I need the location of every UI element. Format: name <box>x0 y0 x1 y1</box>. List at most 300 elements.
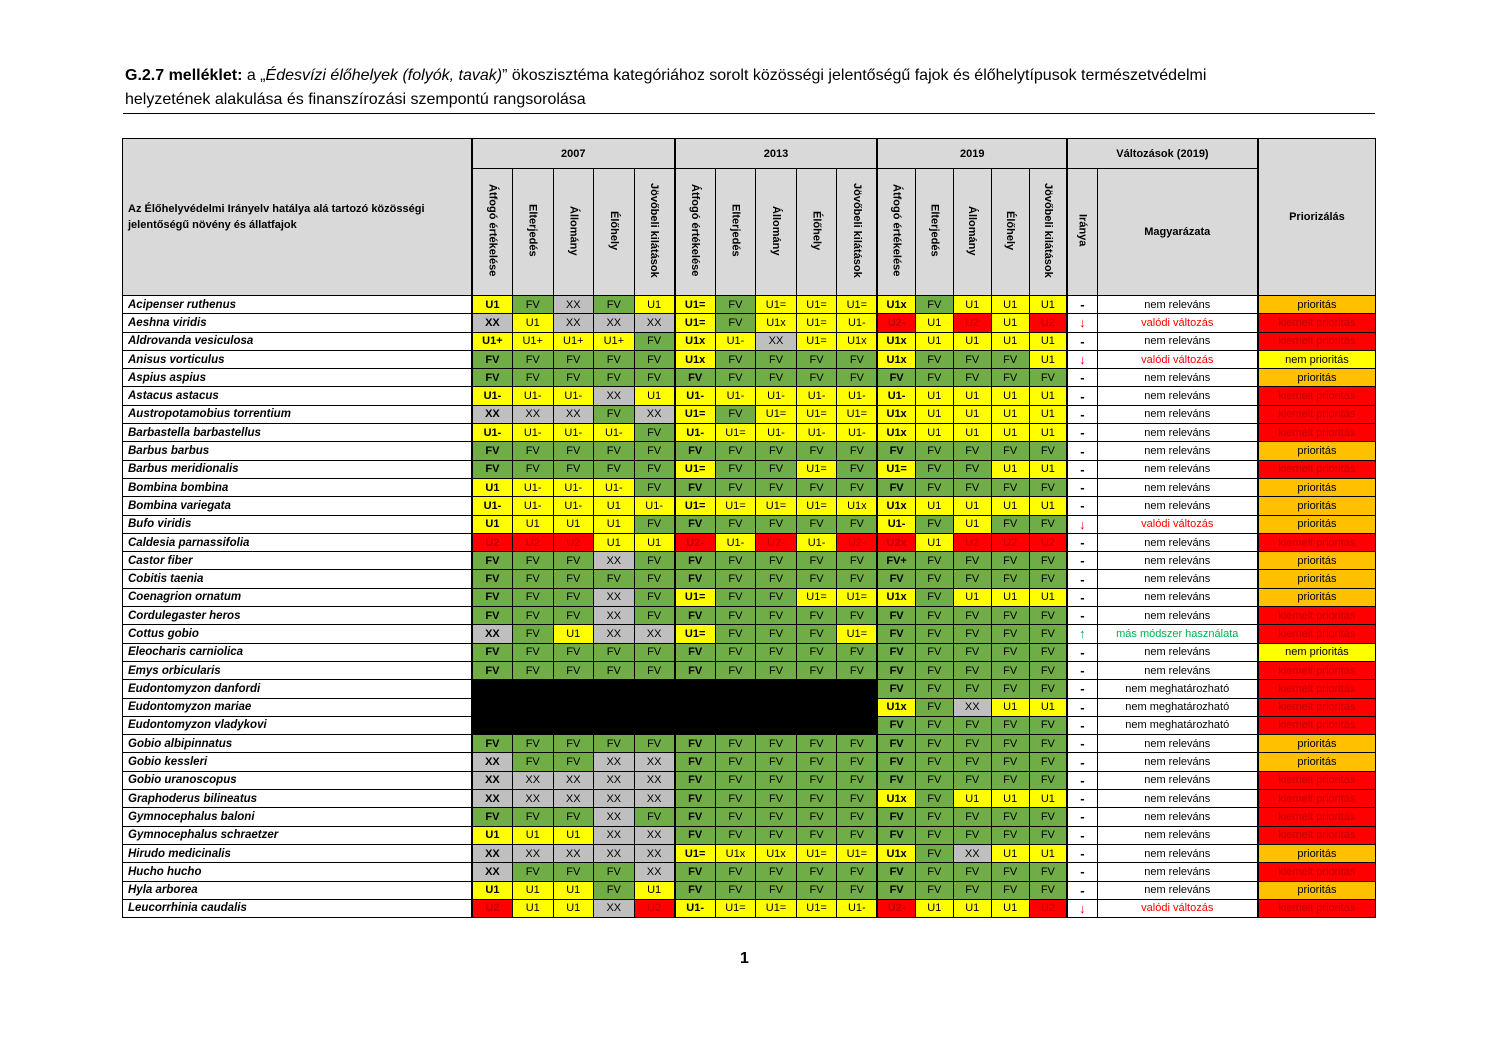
status-cell: FV <box>837 350 878 368</box>
status-cell: XX <box>594 826 635 844</box>
status-cell: U1 <box>1029 350 1067 368</box>
title-prefix: G.2.7 melléklet: <box>125 67 243 84</box>
status-cell: U1 <box>991 387 1029 405</box>
status-cell: FV <box>837 552 878 570</box>
status-cell: FV <box>796 826 837 844</box>
explanation-cell: nem releváns <box>1097 771 1258 789</box>
explanation-cell: valódi változás <box>1097 899 1258 917</box>
species-name: Barbus meridionalis <box>123 460 472 478</box>
status-cell: U1 <box>1029 296 1067 314</box>
title-part1: a „ <box>242 67 266 84</box>
status-cell: FV <box>991 661 1029 679</box>
status-cell: U1x <box>877 405 915 423</box>
explanation-cell: nem meghatározható <box>1097 680 1258 698</box>
subheader-label: Elterjedés <box>526 204 539 257</box>
species-name: Gymnocephalus baloni <box>123 808 472 826</box>
status-cell: U1- <box>634 497 675 515</box>
status-cell: XX <box>634 314 675 332</box>
species-name: Coenagrion ornatum <box>123 588 472 606</box>
status-cell: U2 <box>553 533 594 551</box>
status-cell: FV <box>634 424 675 442</box>
explanation-cell: nem releváns <box>1097 533 1258 551</box>
status-cell: U1 <box>915 899 953 917</box>
status-cell: U1 <box>1029 844 1067 862</box>
status-cell: FV <box>915 698 953 716</box>
status-cell: FV <box>877 826 915 844</box>
status-cell: XX <box>553 296 594 314</box>
status-cell: U1 <box>512 314 553 332</box>
status-cell: U1- <box>837 424 878 442</box>
status-cell: U1 <box>553 625 594 643</box>
status-cell: FV <box>472 570 513 588</box>
status-cell: U1- <box>715 533 756 551</box>
status-cell: FV <box>915 716 953 734</box>
direction-cell: - <box>1067 790 1097 808</box>
priority-cell: kiemelt prioritás <box>1258 387 1376 405</box>
subheader-label: Állomány <box>966 205 979 256</box>
status-cell: FV <box>512 863 553 881</box>
species-name: Austropotamobius torrentium <box>123 405 472 423</box>
status-cell: FV <box>837 771 878 789</box>
status-cell: U1- <box>512 497 553 515</box>
status-cell: FV <box>715 442 756 460</box>
species-name: Cobitis taenia <box>123 570 472 588</box>
subheader-label: Élőhely <box>607 210 620 251</box>
status-cell: FV <box>837 369 878 387</box>
status-cell: FV <box>953 716 991 734</box>
table-row <box>123 332 1376 350</box>
status-cell: U1x <box>675 332 716 350</box>
status-cell: FV <box>634 442 675 460</box>
status-cell: U1 <box>953 387 991 405</box>
status-cell: FV <box>877 570 915 588</box>
title-rule <box>123 113 1375 114</box>
status-cell: FV <box>837 570 878 588</box>
status-cell: U1- <box>675 899 716 917</box>
no-data-block <box>472 680 877 735</box>
subheader-2007-1 <box>512 169 553 296</box>
status-cell: FV <box>953 570 991 588</box>
status-cell: U1 <box>991 332 1029 350</box>
species-name: Bombina variegata <box>123 497 472 515</box>
subheader-2013-1 <box>715 169 756 296</box>
species-name: Graphoderus bilineatus <box>123 790 472 808</box>
status-cell: FV <box>915 844 953 862</box>
status-cell: U1= <box>675 314 716 332</box>
status-cell: FV <box>991 680 1029 698</box>
status-cell: U1- <box>553 497 594 515</box>
species-name: Bufo viridis <box>123 515 472 533</box>
status-cell: FV <box>1029 863 1067 881</box>
status-cell: FV <box>953 643 991 661</box>
status-cell: FV <box>472 369 513 387</box>
status-cell: U1 <box>991 460 1029 478</box>
status-cell: U1 <box>472 881 513 899</box>
status-cell: U2 <box>991 533 1029 551</box>
status-cell: XX <box>553 771 594 789</box>
status-cell: U1= <box>877 460 915 478</box>
direction-cell: - <box>1067 735 1097 753</box>
table-row <box>123 771 1376 789</box>
status-cell: FV <box>512 607 553 625</box>
status-cell: FV <box>756 808 797 826</box>
status-cell: FV <box>1029 735 1067 753</box>
status-cell: U1 <box>594 497 635 515</box>
status-cell: FV <box>796 735 837 753</box>
direction-cell: - <box>1067 369 1097 387</box>
status-cell: FV <box>796 808 837 826</box>
species-name: Gobio uranoscopus <box>123 771 472 789</box>
status-cell: U2 <box>512 533 553 551</box>
direction-cell: - <box>1067 643 1097 661</box>
status-cell: FV <box>675 863 716 881</box>
page-title <box>125 64 1375 112</box>
status-cell: FV <box>877 442 915 460</box>
species-name: Aeshna viridis <box>123 314 472 332</box>
priority-cell: kiemelt prioritás <box>1258 625 1376 643</box>
status-cell: U1 <box>953 405 991 423</box>
status-cell: U1 <box>991 497 1029 515</box>
status-cell: FV <box>756 478 797 496</box>
status-cell: FV <box>715 881 756 899</box>
status-cell: U1x <box>756 844 797 862</box>
explanation-cell: nem meghatározható <box>1097 698 1258 716</box>
status-cell: U1= <box>837 625 878 643</box>
status-cell: FV <box>634 552 675 570</box>
table-row <box>123 881 1376 899</box>
status-cell: FV <box>715 790 756 808</box>
status-cell: U2- <box>675 533 716 551</box>
status-cell: FV <box>991 771 1029 789</box>
status-cell: FV <box>715 460 756 478</box>
status-cell: FV <box>715 570 756 588</box>
status-cell: XX <box>594 314 635 332</box>
status-cell: FV <box>756 588 797 606</box>
priority-header: Priorizálás <box>1258 139 1376 296</box>
status-cell: FV <box>991 442 1029 460</box>
species-name: Gobio kessleri <box>123 753 472 771</box>
status-cell: FV <box>512 570 553 588</box>
status-cell: FV <box>953 808 991 826</box>
year-header-2013: 2013 <box>675 139 878 169</box>
status-cell: FV <box>715 643 756 661</box>
status-cell: FV <box>634 515 675 533</box>
status-cell: XX <box>472 314 513 332</box>
status-cell: FV <box>594 369 635 387</box>
priority-cell: prioritás <box>1258 753 1376 771</box>
status-cell: U1 <box>1029 698 1067 716</box>
status-cell: U1= <box>756 405 797 423</box>
status-cell: U1 <box>991 296 1029 314</box>
status-cell: U1= <box>837 405 878 423</box>
status-cell: U2- <box>877 314 915 332</box>
status-cell: FV <box>553 808 594 826</box>
status-cell: FV <box>877 735 915 753</box>
status-cell: FV <box>915 625 953 643</box>
status-cell: U1 <box>915 314 953 332</box>
status-cell: U1- <box>553 387 594 405</box>
species-name: Barbastella barbastellus <box>123 424 472 442</box>
table-row <box>123 844 1376 862</box>
status-cell: U1 <box>953 332 991 350</box>
table-row <box>123 460 1376 478</box>
arrow-down-icon: ↓ <box>1067 314 1097 332</box>
status-cell: U1 <box>953 497 991 515</box>
status-cell: FV <box>1029 552 1067 570</box>
status-cell: U1 <box>1029 588 1067 606</box>
status-cell: U1x <box>837 497 878 515</box>
status-cell: U2 <box>1029 533 1067 551</box>
priority-cell: nem prioritás <box>1258 350 1376 368</box>
subheader-label: Átfogó értékelése <box>689 184 702 277</box>
status-table <box>122 138 1376 918</box>
status-cell: FV <box>756 350 797 368</box>
status-cell: FV <box>715 808 756 826</box>
subheader-2007-3 <box>594 169 635 296</box>
status-cell: FV <box>512 369 553 387</box>
priority-cell: prioritás <box>1258 881 1376 899</box>
status-cell: U1= <box>675 625 716 643</box>
status-cell: FV <box>715 515 756 533</box>
status-cell: FV <box>877 881 915 899</box>
status-cell: XX <box>512 771 553 789</box>
status-cell: U1 <box>512 899 553 917</box>
explanation-cell: valódi változás <box>1097 515 1258 533</box>
status-cell: U1x <box>877 844 915 862</box>
status-cell: FV <box>553 369 594 387</box>
explanation-cell: valódi változás <box>1097 314 1258 332</box>
status-cell: U1 <box>915 332 953 350</box>
status-cell: FV <box>472 735 513 753</box>
subheader-label: Jövőbeli kilátások <box>850 183 863 278</box>
status-cell: U1- <box>675 424 716 442</box>
table-row <box>123 515 1376 533</box>
arrow-up-icon: ↑ <box>1067 625 1097 643</box>
status-cell: XX <box>634 771 675 789</box>
status-cell: U1 <box>1029 790 1067 808</box>
explanation-cell: valódi változás <box>1097 350 1258 368</box>
status-cell: U1= <box>675 497 716 515</box>
status-cell: FV <box>915 643 953 661</box>
direction-cell: - <box>1067 588 1097 606</box>
status-cell: XX <box>553 790 594 808</box>
status-cell: FV <box>512 552 553 570</box>
status-cell: FV <box>756 790 797 808</box>
explanation-cell: nem releváns <box>1097 735 1258 753</box>
status-cell: U1- <box>715 387 756 405</box>
direction-cell: - <box>1067 478 1097 496</box>
direction-cell: - <box>1067 607 1097 625</box>
direction-cell: - <box>1067 698 1097 716</box>
explanation-cell: nem releváns <box>1097 387 1258 405</box>
status-cell: FV <box>991 753 1029 771</box>
species-name: Eleocharis carniolica <box>123 643 472 661</box>
status-cell: FV <box>715 607 756 625</box>
status-cell: FV <box>715 661 756 679</box>
status-cell: U1- <box>756 424 797 442</box>
status-cell: FV <box>991 369 1029 387</box>
status-cell: FV <box>915 570 953 588</box>
direction-cell: - <box>1067 716 1097 734</box>
table-row <box>123 863 1376 881</box>
status-cell: U1- <box>553 424 594 442</box>
status-cell: U1- <box>837 314 878 332</box>
status-cell: U1 <box>991 424 1029 442</box>
status-cell: U1 <box>1029 387 1067 405</box>
status-cell: XX <box>634 826 675 844</box>
priority-cell: prioritás <box>1258 735 1376 753</box>
status-cell: FV <box>796 478 837 496</box>
status-cell: XX <box>594 790 635 808</box>
status-cell: FV <box>1029 643 1067 661</box>
priority-cell: kiemelt prioritás <box>1258 826 1376 844</box>
page-number: 1 <box>740 950 749 967</box>
arrow-down-icon: ↓ <box>1067 899 1097 917</box>
status-cell: FV <box>796 753 837 771</box>
status-cell: FV <box>1029 661 1067 679</box>
status-cell: FV <box>512 442 553 460</box>
table-row <box>123 314 1376 332</box>
status-cell: FV <box>553 460 594 478</box>
status-cell: FV <box>915 790 953 808</box>
species-name: Cordulegaster heros <box>123 607 472 625</box>
status-cell: FV <box>472 460 513 478</box>
status-cell: FV <box>715 552 756 570</box>
status-cell: FV <box>675 661 716 679</box>
status-cell: FV <box>512 350 553 368</box>
table-row <box>123 533 1376 551</box>
status-cell: FV <box>675 771 716 789</box>
explanation-cell: nem releváns <box>1097 863 1258 881</box>
status-cell: FV <box>1029 716 1067 734</box>
status-cell: U1x <box>877 350 915 368</box>
table-row <box>123 607 1376 625</box>
direction-cell: - <box>1067 863 1097 881</box>
status-cell: U1 <box>634 296 675 314</box>
species-name: Gymnocephalus schraetzer <box>123 826 472 844</box>
status-cell: FV <box>594 661 635 679</box>
table-row <box>123 442 1376 460</box>
status-cell: FV <box>756 771 797 789</box>
status-cell: FV <box>512 460 553 478</box>
status-cell: U1 <box>991 698 1029 716</box>
species-name: Acipenser ruthenus <box>123 296 472 314</box>
status-cell: FV <box>837 442 878 460</box>
subheader-label: Állomány <box>770 205 782 256</box>
status-cell: XX <box>594 771 635 789</box>
status-cell: FV <box>756 460 797 478</box>
priority-cell: kiemelt prioritás <box>1258 405 1376 423</box>
status-cell: FV <box>991 808 1029 826</box>
subheader-2019-1 <box>915 169 953 296</box>
status-cell: FV <box>715 735 756 753</box>
arrow-down-icon: ↓ <box>1067 350 1097 368</box>
explanation-cell: nem releváns <box>1097 478 1258 496</box>
status-cell: XX <box>634 405 675 423</box>
status-cell: U1- <box>553 478 594 496</box>
explanation-cell: nem releváns <box>1097 661 1258 679</box>
explanation-header: Magyarázata <box>1097 169 1258 296</box>
status-cell: FV <box>634 588 675 606</box>
status-cell: FV <box>715 369 756 387</box>
priority-cell: prioritás <box>1258 844 1376 862</box>
status-cell: XX <box>594 844 635 862</box>
table-row <box>123 899 1376 917</box>
status-cell: FV <box>991 350 1029 368</box>
species-name: Caldesia parnassifolia <box>123 533 472 551</box>
status-cell: FV <box>991 881 1029 899</box>
explanation-cell: nem releváns <box>1097 643 1258 661</box>
status-cell: FV <box>837 643 878 661</box>
status-cell: U1= <box>796 405 837 423</box>
status-cell: FV <box>796 515 837 533</box>
status-cell: U1= <box>837 844 878 862</box>
priority-cell: prioritás <box>1258 442 1376 460</box>
status-cell: FV <box>796 552 837 570</box>
species-name: Astacus astacus <box>123 387 472 405</box>
explanation-cell: nem releváns <box>1097 790 1258 808</box>
status-cell: FV <box>715 863 756 881</box>
status-cell: FV <box>553 753 594 771</box>
table-row <box>123 808 1376 826</box>
status-cell: U1 <box>991 899 1029 917</box>
species-name: Emys orbicularis <box>123 661 472 679</box>
status-cell: FV <box>953 552 991 570</box>
status-cell: FV <box>953 735 991 753</box>
table-row <box>123 643 1376 661</box>
status-cell: U2- <box>837 533 878 551</box>
direction-cell: - <box>1067 442 1097 460</box>
status-cell: U1 <box>1029 424 1067 442</box>
species-name: Hirudo medicinalis <box>123 844 472 862</box>
status-cell: FV <box>915 771 953 789</box>
status-cell: FV <box>634 643 675 661</box>
direction-cell: - <box>1067 844 1097 862</box>
status-cell: FV <box>594 735 635 753</box>
status-cell: FV <box>1029 478 1067 496</box>
species-name: Aspius aspius <box>123 369 472 387</box>
status-cell: U2 <box>472 899 513 917</box>
status-cell: U1- <box>877 515 915 533</box>
status-cell: FV <box>877 478 915 496</box>
subheader-2019-2 <box>953 169 991 296</box>
status-cell: FV <box>715 826 756 844</box>
species-name: Castor fiber <box>123 552 472 570</box>
status-cell: U2x <box>877 533 915 551</box>
status-cell: FV <box>837 753 878 771</box>
explanation-cell: nem releváns <box>1097 369 1258 387</box>
explanation-cell: nem releváns <box>1097 552 1258 570</box>
status-cell: XX <box>634 863 675 881</box>
status-cell: U1- <box>472 424 513 442</box>
status-cell: U1 <box>915 424 953 442</box>
status-cell: FV <box>756 661 797 679</box>
table-row <box>123 680 1376 698</box>
direction-cell: - <box>1067 387 1097 405</box>
explanation-cell: nem releváns <box>1097 332 1258 350</box>
status-cell: FV <box>796 643 837 661</box>
status-cell: FV <box>634 570 675 588</box>
species-name: Eudontomyzon mariae <box>123 698 472 716</box>
status-cell: U1 <box>594 515 635 533</box>
status-cell: XX <box>594 607 635 625</box>
status-cell: FV <box>953 369 991 387</box>
status-cell: FV <box>953 753 991 771</box>
status-cell: FV <box>553 552 594 570</box>
title-italic: Édesvízi élőhelyek (folyók, tavak) <box>265 67 503 84</box>
subheader-label: Átfogó értékelése <box>486 184 499 277</box>
status-cell: U2 <box>1029 899 1067 917</box>
